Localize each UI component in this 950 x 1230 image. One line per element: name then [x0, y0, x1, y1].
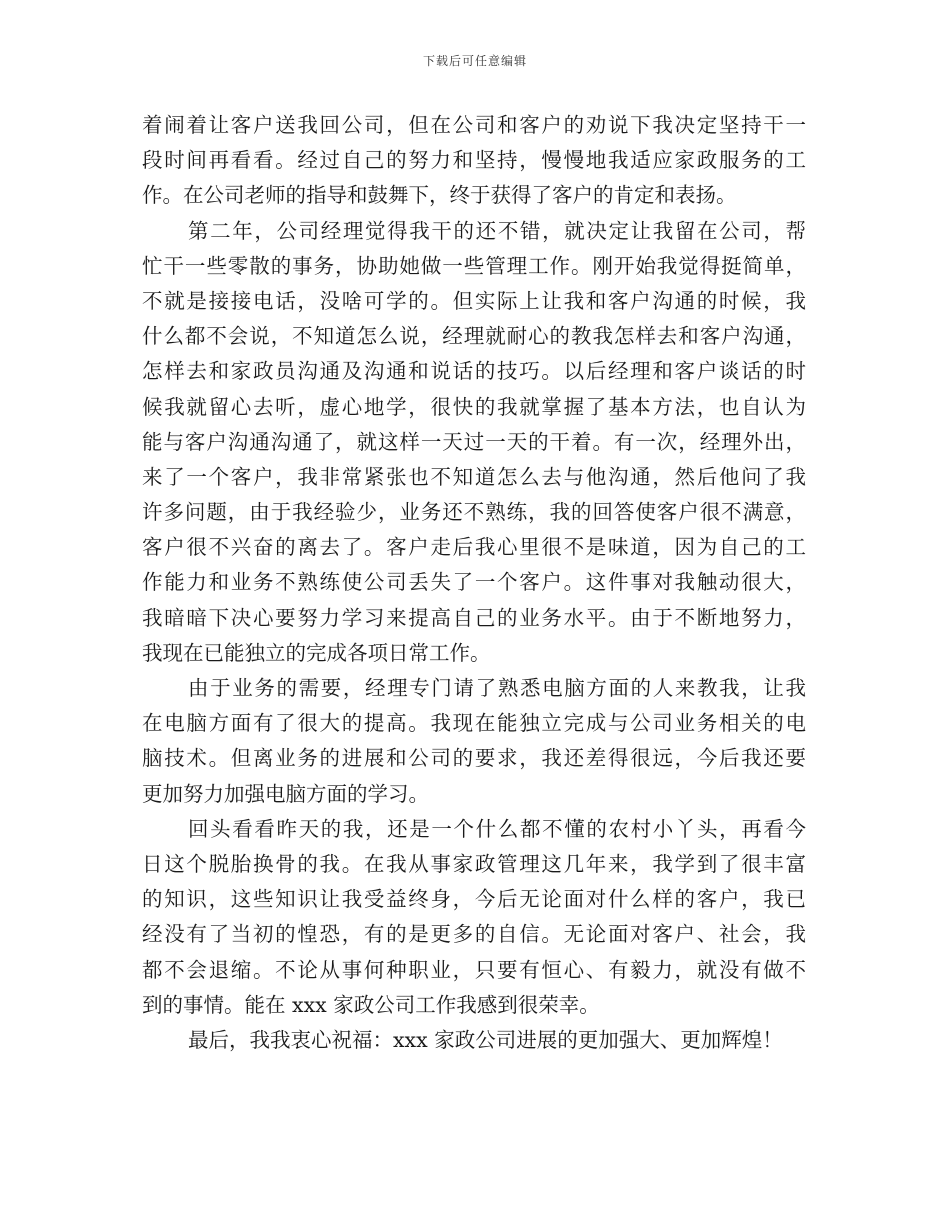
- text-line: 都不会退缩。不论从事何种职业，只要有恒心、有毅力，就没有做不: [142, 957, 806, 982]
- text-line: 第二年，公司经理觉得我干的还不错，就决定让我留在公司，帮: [188, 218, 806, 243]
- text-line: 回头看看昨天的我，还是一个什么都不懂的农村小丫头，再看今: [188, 816, 806, 841]
- paragraph: [142, 214, 806, 671]
- text-line: 能与客户沟通沟通了，就这样一天过一天的干着。有一次，经理外出，: [142, 429, 806, 454]
- text-line: 作。在公司老师的指导和鼓舞下，终于获得了客户的肯定和表扬。: [142, 183, 737, 208]
- paragraph: [142, 671, 806, 812]
- text-line: 忙干一些零散的事务，协助她做一些管理工作。刚开始我觉得挺简单，: [142, 253, 806, 278]
- text-line: 经没有了当初的惶恐，有的是更多的自信。无论面对客户、社会，我: [142, 922, 806, 947]
- text-line: 日这个脱胎换骨的我。在我从事家政管理这几年来，我学到了很丰富: [142, 851, 806, 876]
- text-line: 脑技术。但离业务的进展和公司的要求，我还差得很远，今后我还要: [142, 746, 806, 771]
- paragraph: [142, 108, 806, 214]
- paragraph: [142, 812, 806, 1023]
- text-line: 的知识，这些知识让我受益终身，今后无论面对什么样的客户，我已: [142, 887, 806, 912]
- text-line: 许多问题，由于我经验少，业务还不熟练，我的回答使客户很不满意，: [142, 500, 806, 525]
- document-body: [142, 108, 806, 1058]
- text-line: 更加努力加强电脑方面的学习。: [142, 781, 429, 806]
- text-line: 由于业务的需要，经理专门请了熟悉电脑方面的人来教我，让我: [188, 676, 806, 700]
- text-line: 什么都不会说，不知道怎么说，经理就耐心的教我怎样去和客户沟通，: [142, 324, 806, 349]
- text-line: 怎样去和家政员沟通及沟通和说话的技巧。以后经理和客户谈话的时: [142, 359, 806, 384]
- text-line: 来了一个客户，我非常紧张也不知道怎么去与他沟通，然后他问了我: [142, 464, 806, 489]
- text-line: 最后，我我衷心祝福：xxx 家政公司进展的更加强大、更加辉煌！: [188, 1027, 783, 1052]
- text-line: 着闹着让客户送我回公司，但在公司和客户的劝说下我决定坚持干一: [142, 113, 806, 137]
- paragraph: [142, 1023, 806, 1058]
- page-header: 下载后可任意编辑: [422, 54, 527, 68]
- text-line: 我暗暗下决心要努力学习来提高自己的业务水平。由于不断地努力，: [142, 605, 806, 630]
- text-line: 段时间再看看。经过自己的努力和坚持，慢慢地我适应家政服务的工: [142, 148, 806, 173]
- text-line: 到的事情。能在 xxx 家政公司工作我感到很荣幸。: [142, 992, 600, 1017]
- text-line: 我现在已能独立的完成各项日常工作。: [142, 640, 491, 665]
- text-line: 在电脑方面有了很大的提高。我现在能独立完成与公司业务相关的电: [142, 711, 806, 736]
- text-line: 候我就留心去听，虚心地学，很快的我就掌握了基本方法，也自认为: [142, 394, 806, 419]
- text-line: 作能力和业务不熟练使公司丢失了一个客户。这件事对我触动很大，: [142, 570, 806, 595]
- text-line: 不就是接接电话，没啥可学的。但实际上让我和客户沟通的时候，我: [142, 288, 806, 313]
- text-line: 客户很不兴奋的离去了。客户走后我心里很不是味道，因为自己的工: [142, 535, 806, 560]
